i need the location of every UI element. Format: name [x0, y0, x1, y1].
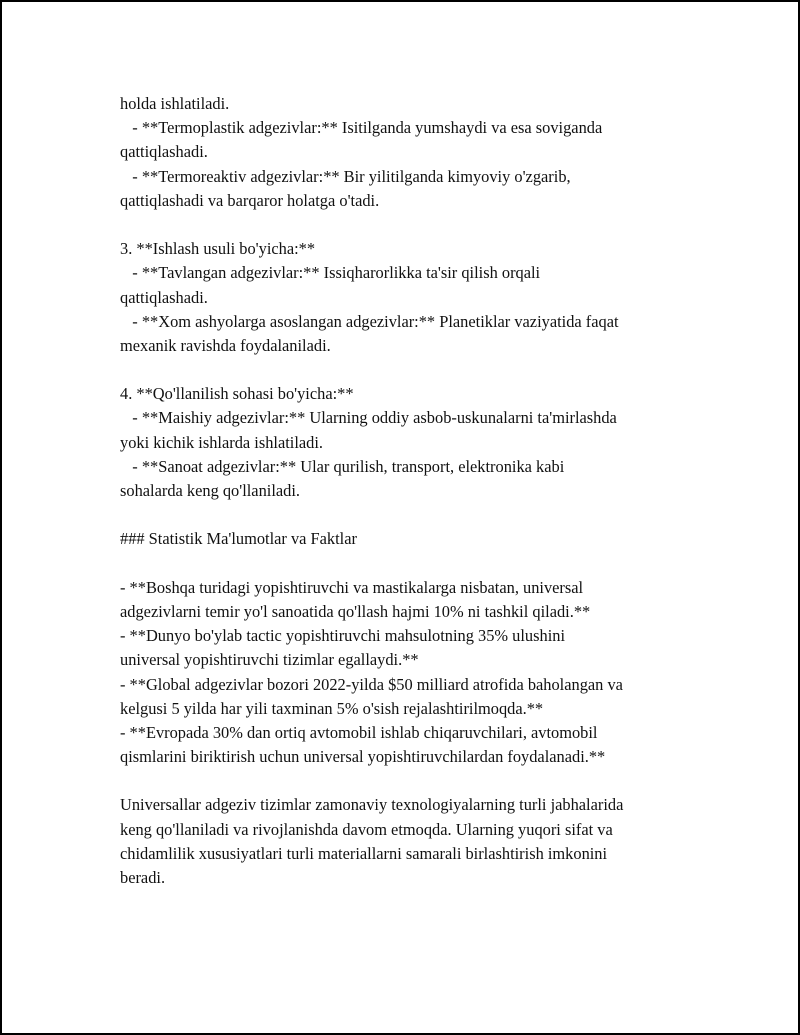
text-line: - **Termoplastik adgezivlar:** Isitilganda yumshaydi va esa soviganda: [120, 118, 603, 138]
text-line: - **Termoreaktiv adgezivlar:** Bir yilitilganda kimyoviy o'zgarib,: [120, 166, 571, 186]
blank-line: [120, 213, 710, 237]
blank-line: [120, 503, 710, 527]
statistics-heading: ### Statistik Ma'lumotlar va Faktlar: [120, 529, 357, 549]
text-line: adgezivlarni temir yo'l sanoatida qo'llash hajmi 10% ni tashkil qiladi.**: [120, 601, 591, 621]
text-line: Universallar adgeziv tizimlar zamonaviy texnologiyalarning turli jabhalarida: [120, 795, 624, 815]
text-line: universal yopishtiruvchi tizimlar egallaydi.**: [120, 650, 419, 670]
document-body: [120, 92, 710, 890]
text-line: - **Tavlangan adgezivlar:** Issiqharorlikka ta'sir qilish orqali: [120, 263, 541, 283]
text-line: sohalarda keng qo'llaniladi.: [120, 481, 301, 500]
text-line: qattiqlashadi.: [120, 287, 208, 307]
text-line: - **Dunyo bo'ylab tactic yopishtiruvchi mahsulotning 35% ulushini: [120, 626, 565, 646]
text-line: - **Boshqa turidagi yopishtiruvchi va mastikalarga nisbatan, universal: [120, 577, 584, 597]
blank-line: [120, 769, 710, 793]
text-line: mexanik ravishda foydalaniladi.: [120, 335, 331, 355]
text-line: holda ishlatiladi.: [120, 94, 230, 113]
text-line: - **Sanoat adgezivlar:** Ular qurilish, transport, elektronika kabi: [120, 456, 565, 476]
text-line: qattiqlashadi va barqaror holatga o'tadi.: [120, 190, 380, 210]
section-heading: 3. **Ishlash usuli bo'yicha:**: [120, 239, 316, 259]
text-line: - **Evropada 30% dan ortiq avtomobil ishlab chiqaruvchilari, avtomobil: [120, 722, 598, 742]
text-line: chidamlilik xususiyatlari turli materiallarni samarali birlashtirish imkonini: [120, 843, 608, 863]
text-line: yoki kichik ishlarda ishlatiladi.: [120, 432, 324, 452]
text-line: - **Global adgezivlar bozori 2022-yilda $50 milliard atrofida baholangan va: [120, 674, 623, 694]
text-line: - **Xom ashyolarga asoslangan adgezivlar:** Planetiklar vaziyatida faqat: [120, 311, 619, 331]
text-line: qattiqlashadi.: [120, 142, 208, 162]
blank-line: [120, 552, 710, 576]
section-heading: 4. **Qo'llanilish sohasi bo'yicha:**: [120, 384, 354, 404]
text-line: - **Maishiy adgezivlar:** Ularning oddiy asbob-uskunalarni ta'mirlashda: [120, 408, 617, 428]
text-line: qismlarini biriktirish uchun universal yopishtiruvchilardan foydalanadi.**: [120, 747, 606, 767]
text-line: keng qo'llaniladi va rivojlanishda davom etmoqda. Ularning yuqori sifat va: [120, 819, 613, 839]
blank-line: [120, 358, 710, 382]
text-line: beradi.: [120, 868, 166, 887]
text-line: kelgusi 5 yilda har yili taxminan 5% o'sish rejalashtirilmoqda.**: [120, 698, 544, 718]
